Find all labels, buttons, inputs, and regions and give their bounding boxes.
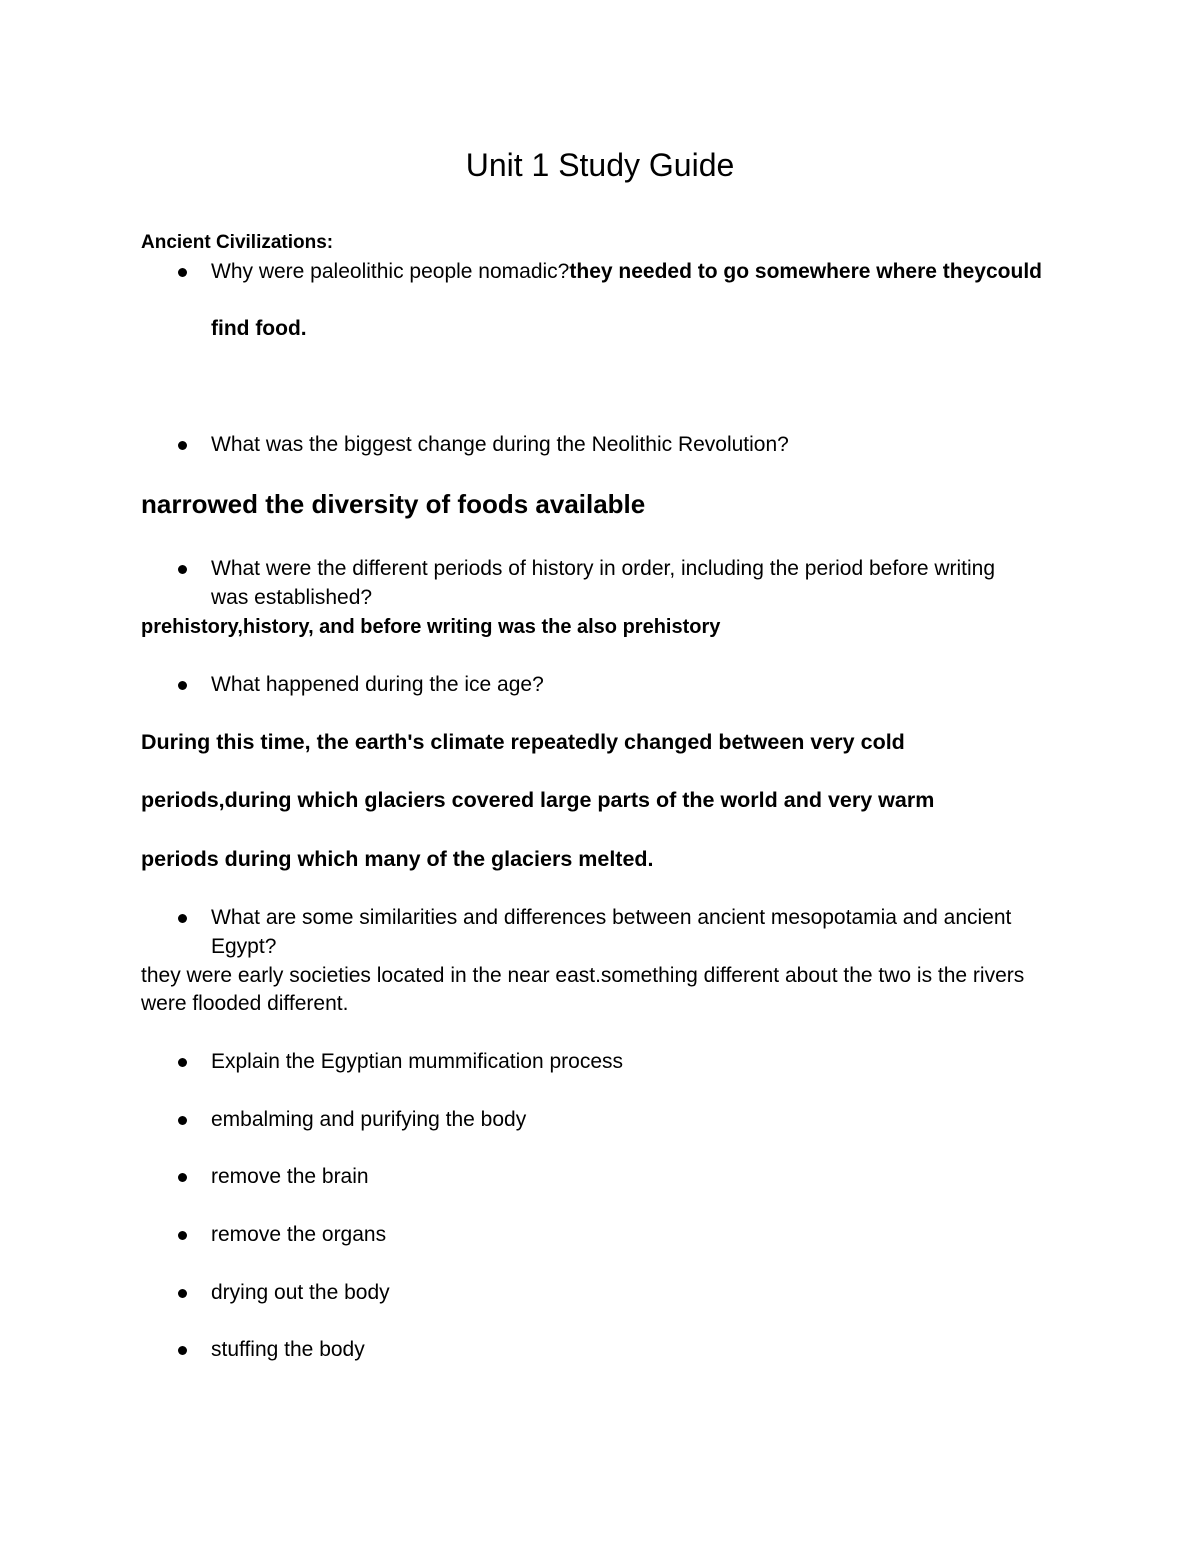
answer-1-line-1: they needed to go somewhere where theycould: [569, 260, 1042, 283]
bullet-icon: [178, 914, 187, 923]
bullet-icon: [178, 441, 187, 450]
bullet-icon: [178, 1058, 187, 1067]
question-1: [211, 258, 1042, 286]
bullet-icon: [178, 1173, 187, 1182]
bullet-icon: [178, 1346, 187, 1355]
step-item: remove the organs: [211, 1223, 387, 1246]
bullet-icon: [178, 1231, 187, 1240]
question-5-line-1: What are some similarities and differences between ancient mesopotamia and ancient: [211, 906, 1012, 929]
section-heading: Ancient Civilizations:: [141, 232, 334, 253]
bullet-icon: [178, 268, 187, 277]
step-item: drying out the body: [211, 1281, 390, 1304]
question-5-line-2: Egypt?: [211, 935, 277, 958]
bullet-icon: [178, 1116, 187, 1125]
answer-4-line-2: periods,during which glaciers covered large parts of the world and very warm: [141, 788, 935, 812]
step-item: embalming and purifying the body: [211, 1108, 527, 1131]
question-3-line-1: What were the different periods of history in order, including the period before writing: [211, 557, 996, 580]
bullet-icon: [178, 565, 187, 574]
step-item: remove the brain: [211, 1165, 369, 1188]
question-2: What was the biggest change during the Neolithic Revolution?: [211, 433, 789, 456]
answer-4-line-3: periods during which many of the glaciers melted.: [141, 847, 654, 871]
question-3-line-2: was established?: [211, 586, 373, 609]
page-title: Unit 1 Study Guide: [465, 147, 735, 183]
question-4: What happened during the ice age?: [211, 673, 544, 696]
step-item: stuffing the body: [211, 1338, 365, 1361]
question-1-text: Why were paleolithic people nomadic?: [211, 260, 570, 283]
answer-3: prehistory,history, and before writing was the also prehistory: [141, 616, 721, 638]
bullet-icon: [178, 1289, 187, 1298]
answer-1-line-2: find food.: [211, 317, 307, 340]
bullet-icon: [178, 681, 187, 690]
answer-2: narrowed the diversity of foods available: [141, 489, 646, 519]
question-6: Explain the Egyptian mummification process: [211, 1050, 624, 1073]
answer-4-line-1: During this time, the earth's climate repeatedly changed between very cold: [141, 730, 905, 754]
answer-5-line-2: were flooded different.: [141, 992, 349, 1015]
answer-5-line-1: they were early societies located in the near east.something different about the two is the rivers: [141, 964, 1025, 987]
